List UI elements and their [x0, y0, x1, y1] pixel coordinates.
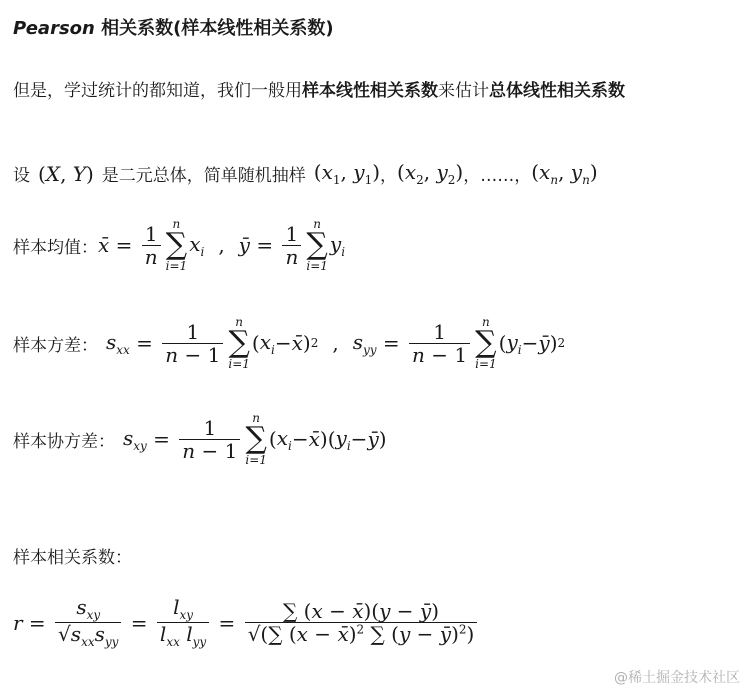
title-rest: 相关系数(样本线性相关系数) [94, 18, 334, 39]
sample-definition [13, 160, 598, 187]
population-symbol: (X, Y) [38, 161, 94, 186]
correlation-formula: r = $\frac{s_{xy}}{√s_{xx}s_{yy}}$ = $\frac{l_{xy}}{l_{xx} l_{yy}}$ = $\frac{\sum (x - x̄)(y - ȳ)}{√(\sum (x - x̄)^2 \sum (y - ȳ)^2)}$ [13, 596, 480, 649]
sample-label: 设 [13, 166, 30, 186]
sample-2: ($x_2$, $y_2$) [397, 160, 464, 187]
watermark: @稀土掘金技术社区 [614, 670, 740, 686]
para-bold-2: 总体线性相关系数 [489, 81, 625, 101]
para-text-2: 来估计 [438, 81, 489, 101]
mean-label: 样本均值： [13, 237, 98, 258]
sample-n: ($x_n$, $y_n$) [531, 160, 598, 187]
para-bold-1: 样本线性相关系数 [302, 81, 438, 101]
correlation-label: 样本相关系数： [13, 548, 132, 568]
covariance-formula: $s_{xy}$ = $\frac{1}{n - 1}$ n ∑ i=1 ( $x_i$ − x̄ )( $y_i$ − ȳ ) [123, 411, 387, 467]
page-title [13, 14, 334, 40]
intro-paragraph [13, 76, 625, 101]
mean-row [13, 218, 345, 272]
ellipsis: ……， [480, 166, 532, 186]
mean-formula: x̄ = $\frac{1}{n}$ n ∑ i=1 $x_i$ , ȳ = $\frac{1}{n}$ n ∑ i=1 $y_i$ [98, 217, 346, 273]
variance-row [13, 316, 565, 370]
para-text-1: 但是，学过统计的都知道，我们一般用 [13, 81, 302, 101]
sample-text: 是二元总体，简单随机抽样 [101, 166, 306, 186]
variance-formula: $s_{xx}$ = $\frac{1}{n - 1}$ n ∑ i=1 ( $x_i$ − x̄ ) 2 , $s_{yy}$ = $\frac{1}{n - 1}$ n ∑ i=1 ( $y_i$ − ȳ ) 2 [106, 315, 566, 371]
sep-2: ， [463, 166, 481, 186]
sample-1: ($x_1$, $y_1$) [313, 160, 381, 187]
covariance-label: 样本协方差： [13, 431, 115, 452]
variance-label: 样本方差： [13, 335, 98, 356]
covariance-row [13, 412, 387, 466]
sep-1: ， [380, 166, 398, 186]
title-italic: Pearson [13, 18, 95, 39]
